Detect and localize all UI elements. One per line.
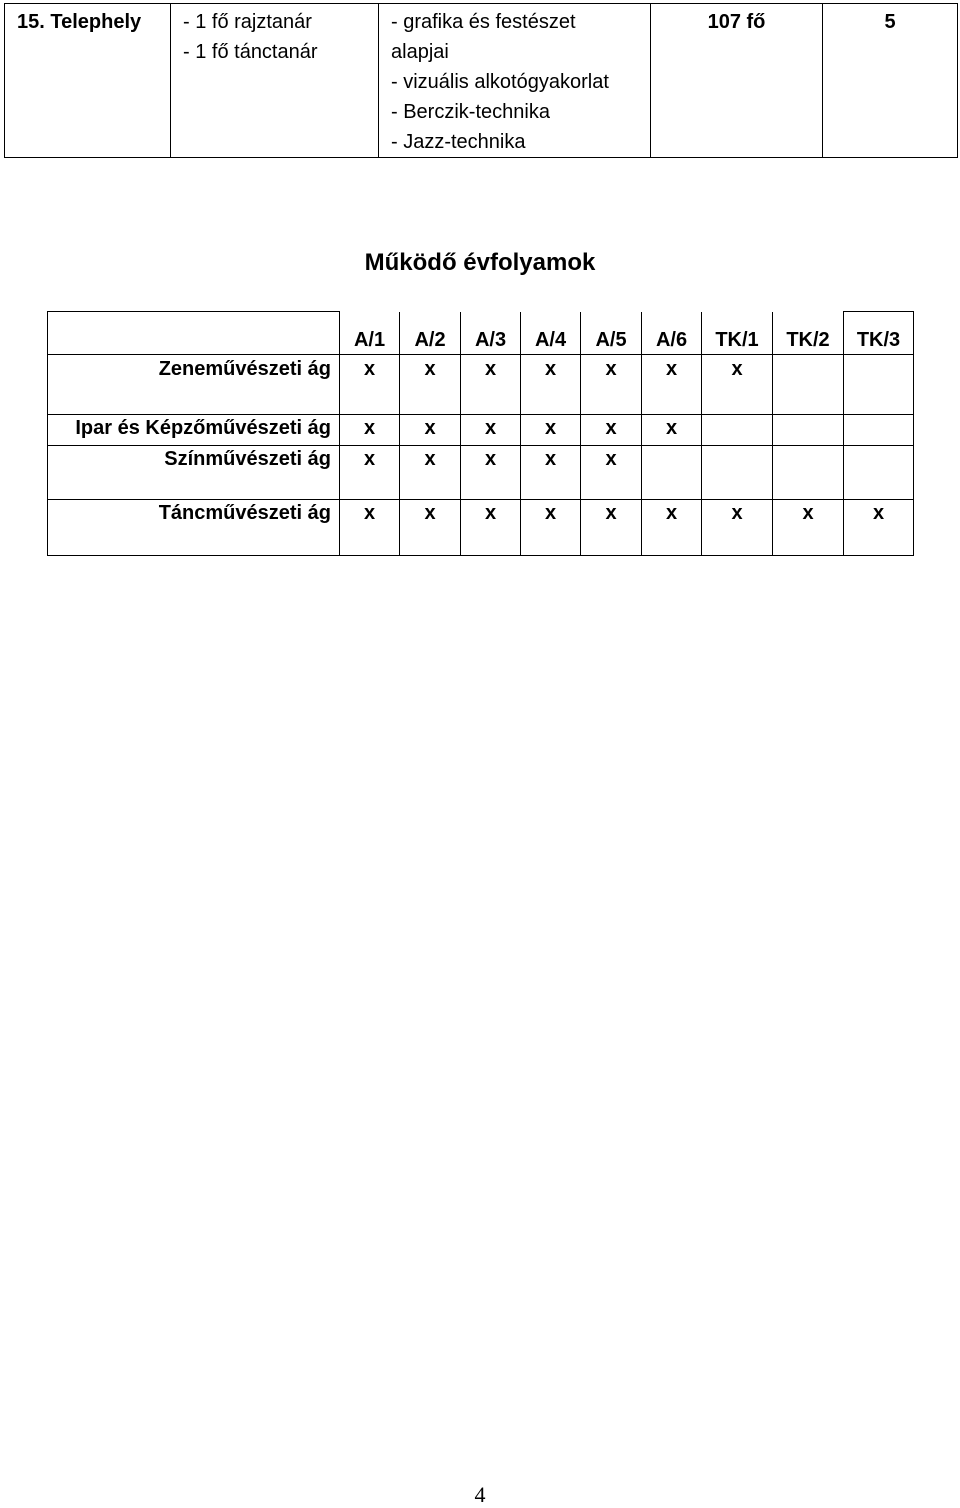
grade-mark: x [844,500,914,556]
grade-mark: x [400,500,461,556]
grade-header: A/3 [461,312,521,355]
teachers-cell [171,4,379,158]
grade-mark: x [400,446,461,500]
grade-mark: x [400,415,461,446]
grade-header: TK/1 [702,312,773,355]
subject-line: - Jazz-technika [391,131,526,153]
grade-header-row [48,312,914,355]
grade-mark: x [521,500,581,556]
grade-header: A/6 [642,312,702,355]
grade-mark: x [581,415,642,446]
grade-mark: x [461,500,521,556]
grade-mark [844,415,914,446]
grade-mark: x [702,355,773,415]
teacher-line: - 1 fő rajztanár [183,11,312,33]
row-label: Ipar és Képzőművészeti ág [48,415,340,446]
grade-mark [702,415,773,446]
grade-header: TK/3 [844,312,914,355]
subject-line: - grafika és festészet [391,11,576,33]
subject-line: - Berczik-technika [391,101,550,123]
grade-header: A/1 [340,312,400,355]
grade-mark [773,415,844,446]
grade-mark: x [642,500,702,556]
table-row [48,446,914,500]
row-label: Táncművészeti ág [48,500,340,556]
grade-mark [773,446,844,500]
grade-mark: x [642,355,702,415]
grade-mark: x [340,500,400,556]
grade-header: A/2 [400,312,461,355]
grade-mark: x [581,446,642,500]
grade-mark: x [461,415,521,446]
grade-header: TK/2 [773,312,844,355]
header-corner [48,312,340,355]
grade-mark: x [581,355,642,415]
grade-mark: x [461,355,521,415]
site-table [4,3,958,158]
grade-mark: x [581,500,642,556]
section-title: Működő évfolyamok [364,249,596,276]
students-cell: 107 fő [651,4,823,158]
grade-mark: x [773,500,844,556]
page-number: 4 [474,1482,486,1507]
grade-mark: x [521,446,581,500]
grade-mark [844,355,914,415]
grade-mark [844,446,914,500]
table-row [48,415,914,446]
subjects-cell [379,4,651,158]
site-row [5,4,958,158]
grade-mark: x [340,355,400,415]
count-cell: 5 [823,4,958,158]
site-name: 15. Telephely [5,4,171,158]
grade-mark: x [642,415,702,446]
subject-line: alapjai [391,41,449,63]
row-label: Zeneművészeti ág [48,355,340,415]
grade-mark: x [521,415,581,446]
grade-mark: x [340,415,400,446]
table-row [48,355,914,415]
grades-table [47,311,914,556]
subject-line: - vizuális alkotógyakorlat [391,71,609,93]
grade-header: A/5 [581,312,642,355]
grade-mark: x [702,500,773,556]
grade-mark: x [340,446,400,500]
grade-mark: x [400,355,461,415]
grade-mark: x [461,446,521,500]
teacher-line: - 1 fő tánctanár [183,41,318,63]
grade-mark [642,446,702,500]
row-label: Színművészeti ág [48,446,340,500]
grade-mark [702,446,773,500]
grade-mark [773,355,844,415]
table-row [48,500,914,556]
grade-header: A/4 [521,312,581,355]
grade-mark: x [521,355,581,415]
